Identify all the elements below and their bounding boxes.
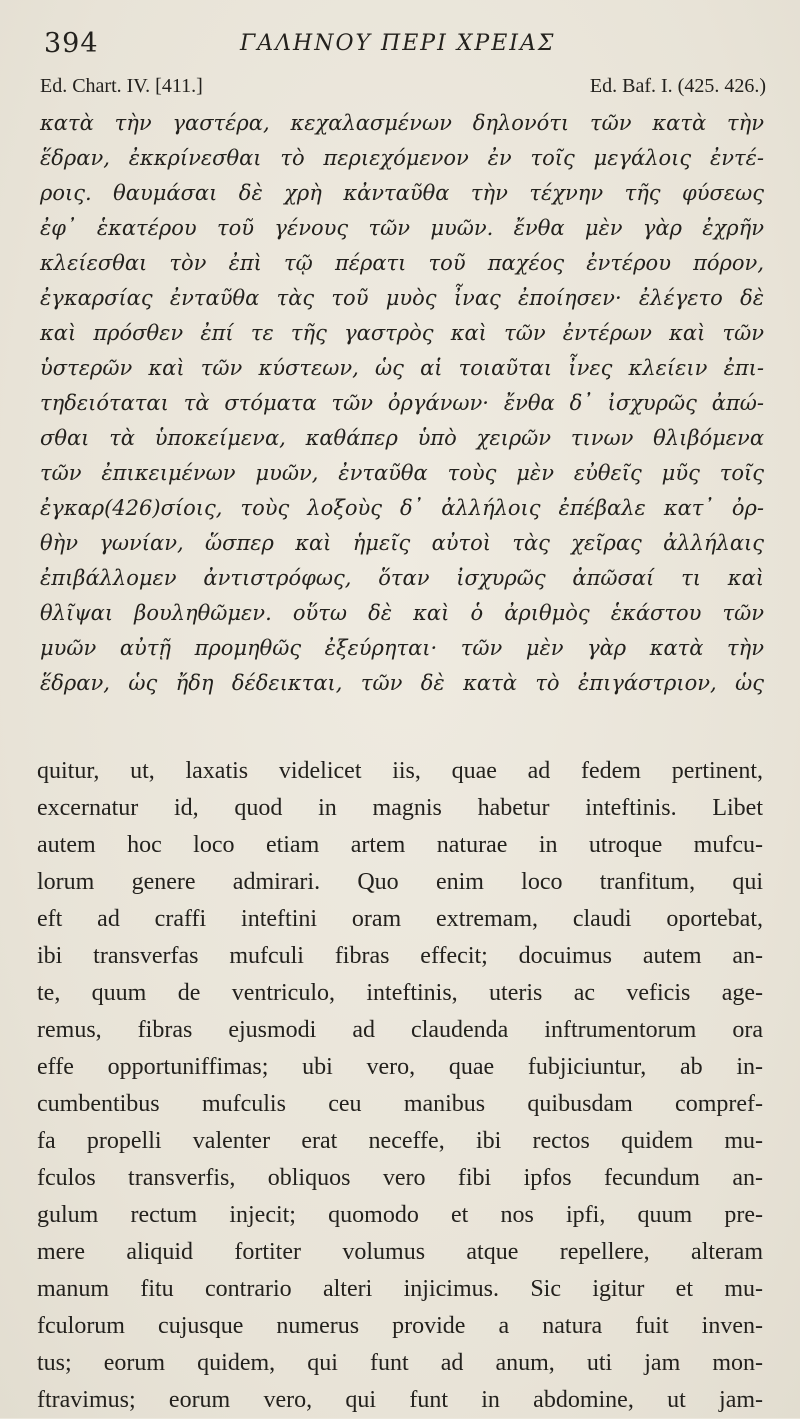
edition-reference-left: Ed. Chart. IV. [411.] <box>40 75 203 97</box>
greek-line: κατὰ τὴν γαστέρα, κεχαλασμένων δηλονότι τῶν κατὰ τὴν <box>40 111 764 135</box>
latin-line: gulum rectum injecit; quomodo et nos ipfi, quum pre- <box>37 1202 763 1228</box>
greek-line: ἐφ᾽ ἑκατέρου τοῦ γένους τῶν μυῶν. ἔνθα μὲν γὰρ ἐχρῆν <box>40 216 764 240</box>
latin-text-block <box>37 753 763 1419</box>
greek-line: ἐγκαρ(426)σίοις, τοὺς λοξοὺς δ᾽ ἀλλήλοις ἐπέβαλε κατ᾽ ὀρ- <box>40 496 764 520</box>
greek-line: καὶ πρόσθεν ἐπί τε τῆς γαστρὸς καὶ τῶν ἐντέρων καὶ τῶν <box>40 321 764 345</box>
greek-line: τῶν ἐπικειμένων μυῶν, ἐνταῦθα τοὺς μὲν εὐθεῖς μῦς τοῖς <box>40 461 764 485</box>
greek-line: κλείεσθαι τὸν ἐπὶ τῷ πέρατι τοῦ παχέος ἐντέρου πόρον, <box>40 251 764 275</box>
greek-text-block <box>40 106 764 701</box>
greek-line: ἕδραν, ἐκκρίνεσθαι τὸ περιεχόμενον ἐν τοῖς μεγάλοις ἐντέ- <box>40 146 764 170</box>
latin-line: te, quum de ventriculo, inteftinis, uteris ac veficis age- <box>37 980 763 1006</box>
latin-line: ftravimus; eorum vero, qui funt in abdomine, ut jam- <box>37 1387 763 1413</box>
latin-line: fculos transverfis, obliquos vero fibi ipfos fecundum an- <box>37 1165 763 1191</box>
latin-line: mere aliquid fortiter volumus atque repellere, alteram <box>37 1239 763 1265</box>
greek-line: σθαι τὰ ὑποκείμενα, καθάπερ ὑπὸ χειρῶν τινων θλιβόμενα <box>40 426 764 450</box>
greek-line: ἐγκαρσίας ἐνταῦθα τὰς τοῦ μυὸς ἶνας ἐποίησεν· ἐλέγετο δὲ <box>40 286 764 310</box>
latin-line: tus; eorum quidem, qui funt ad anum, uti jam mon- <box>37 1350 763 1376</box>
latin-line: eft ad craffi inteftini oram extremam, claudi oportebat, <box>37 906 763 932</box>
latin-line: cumbentibus mufculis ceu manibus quibusdam compref- <box>37 1091 763 1117</box>
running-title: ΓΑΛΗΝΟΥ ΠΕΡΙ ΧΡΕΙΑΣ <box>240 31 556 56</box>
latin-line: effe opportuniffimas; ubi vero, quae fubjiciuntur, ab in- <box>37 1054 763 1080</box>
latin-line: ibi transverfas mufculi fibras effecit; docuimus autem an- <box>37 943 763 969</box>
greek-line: θὴν γωνίαν, ὥσπερ καὶ ἡμεῖς αὐτοὶ τὰς χεῖρας ἀλλήλαις <box>40 531 764 555</box>
latin-line: quitur, ut, laxatis videlicet iis, quae ad fedem pertinent, <box>37 758 763 784</box>
greek-line: ἕδραν, ὡς ἤδη δέδεικται, τῶν δὲ κατὰ τὸ ἐπιγάστριον, ὡς <box>40 671 764 695</box>
greek-line: θλῖψαι βουληθῶμεν. οὕτω δὲ καὶ ὁ ἀριθμὸς ἑκάστου τῶν <box>40 601 764 625</box>
latin-line: autem hoc loco etiam artem naturae in utroque mufcu- <box>37 832 763 858</box>
greek-line: μυῶν αὐτῇ προμηθῶς ἐξεύρηται· τῶν μὲν γὰρ κατὰ τὴν <box>40 636 764 660</box>
page-number: 394 <box>44 28 99 59</box>
latin-line: lorum genere admirari. Quo enim loco tranfitum, qui <box>37 869 763 895</box>
greek-line: ροις. θαυμάσαι δὲ χρὴ κἀνταῦθα τὴν τέχνην τῆς φύσεως <box>40 181 764 205</box>
edition-reference-right: Ed. Baf. I. (425. 426.) <box>589 75 766 97</box>
latin-line: fa propelli valenter erat neceffe, ibi rectos quidem mu- <box>37 1128 763 1154</box>
latin-line: remus, fibras ejusmodi ad claudenda inftrumentorum ora <box>37 1017 763 1043</box>
latin-line: fculorum cujusque numerus provide a natura fuit inven- <box>37 1313 763 1339</box>
greek-line: τηδειόταται τὰ στόματα τῶν ὀργάνων· ἔνθα δ᾽ ἰσχυρῶς ἀπώ- <box>40 391 764 415</box>
latin-line: excernatur id, quod in magnis habetur inteftinis. Libet <box>37 795 763 821</box>
latin-line: manum fitu contrario alteri injicimus. Sic igitur et mu- <box>37 1276 763 1302</box>
greek-line: ἐπιβάλλομεν ἀντιστρόφως, ὅταν ἰσχυρῶς ἀπῶσαί τι καὶ <box>40 566 764 590</box>
greek-line: ὑστερῶν καὶ τῶν κύστεων, ὡς αἱ τοιαῦται ἶνες κλείειν ἐπι- <box>40 356 764 380</box>
